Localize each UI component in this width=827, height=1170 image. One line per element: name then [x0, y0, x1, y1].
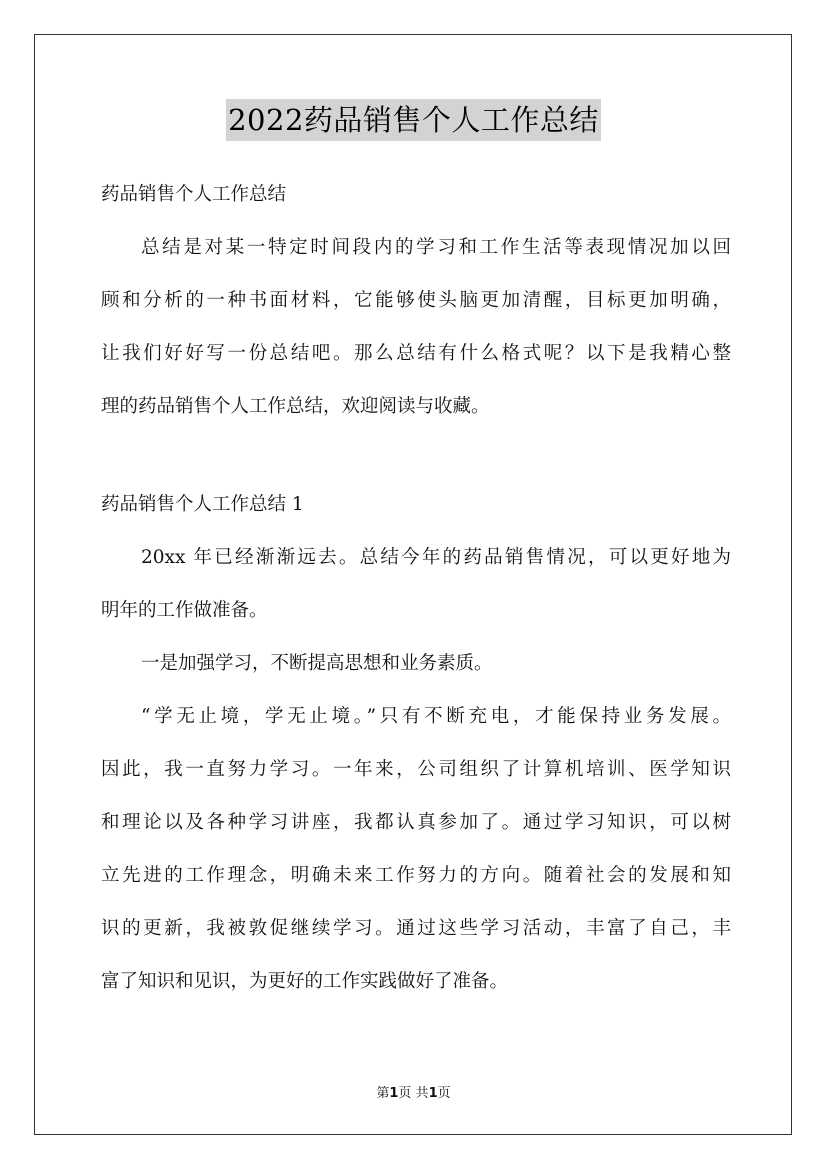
document-title: 2022药品销售个人工作总结: [226, 99, 601, 141]
document-body: [101, 168, 731, 1008]
paragraph-line: 顾和分析的一种书面材料，它能够使头脑更加清醒，目标更加明确，: [101, 290, 731, 311]
section1-paragraph-3: [101, 690, 731, 1008]
paragraph-line: 富了知识和见识，为更好的工作实践做好了准备。: [101, 971, 509, 992]
section-gap: [101, 433, 731, 478]
page-current: 1: [389, 1086, 399, 1101]
paragraph-line: 理的药品销售个人工作总结，欢迎阅读与收藏。: [101, 396, 490, 417]
paragraph-line: 和理论以及各种学习讲座，我都认真参加了。通过学习知识，可以树: [101, 812, 731, 833]
subtitle: 药品销售个人工作总结: [101, 184, 287, 205]
paragraph-line: 立先进的工作理念，明确未来工作努力的方向。随着社会的发展和知: [101, 865, 731, 886]
page-suffix: 页: [437, 1086, 451, 1101]
page-total: 1: [428, 1086, 438, 1101]
paragraph-line: 20xx 年已经渐渐远去。总结今年的药品销售情况，可以更好地为: [141, 547, 731, 568]
title-container: [0, 99, 827, 141]
paragraph-line: 识的更新，我被敦促继续学习。通过这些学习活动，丰富了自己，丰: [101, 918, 731, 939]
section1-paragraph-2: 一是加强学习，不断提高思想和业务素质。: [141, 653, 493, 674]
paragraph-line: 明年的工作做准备。: [101, 600, 268, 621]
paragraph-line: “学无止境，学无止境。”只有不断充电，才能保持业务发展。: [141, 706, 731, 727]
paragraph-line: 因此，我一直努力学习。一年来，公司组织了计算机培训、医学知识: [101, 759, 731, 780]
page-footer: [0, 1082, 827, 1101]
paragraph-line: 总结是对某一特定时间段内的学习和工作生活等表现情况加以回: [141, 237, 731, 258]
page-mid: 页 共: [398, 1086, 429, 1101]
section1-paragraph-1: [101, 531, 731, 637]
page-prefix: 第: [376, 1086, 390, 1101]
intro-paragraph: [101, 221, 731, 433]
paragraph-line: 让我们好好写一份总结吧。那么总结有什么格式呢？以下是我精心整: [101, 343, 731, 364]
section-heading: 药品销售个人工作总结 1: [101, 494, 304, 515]
